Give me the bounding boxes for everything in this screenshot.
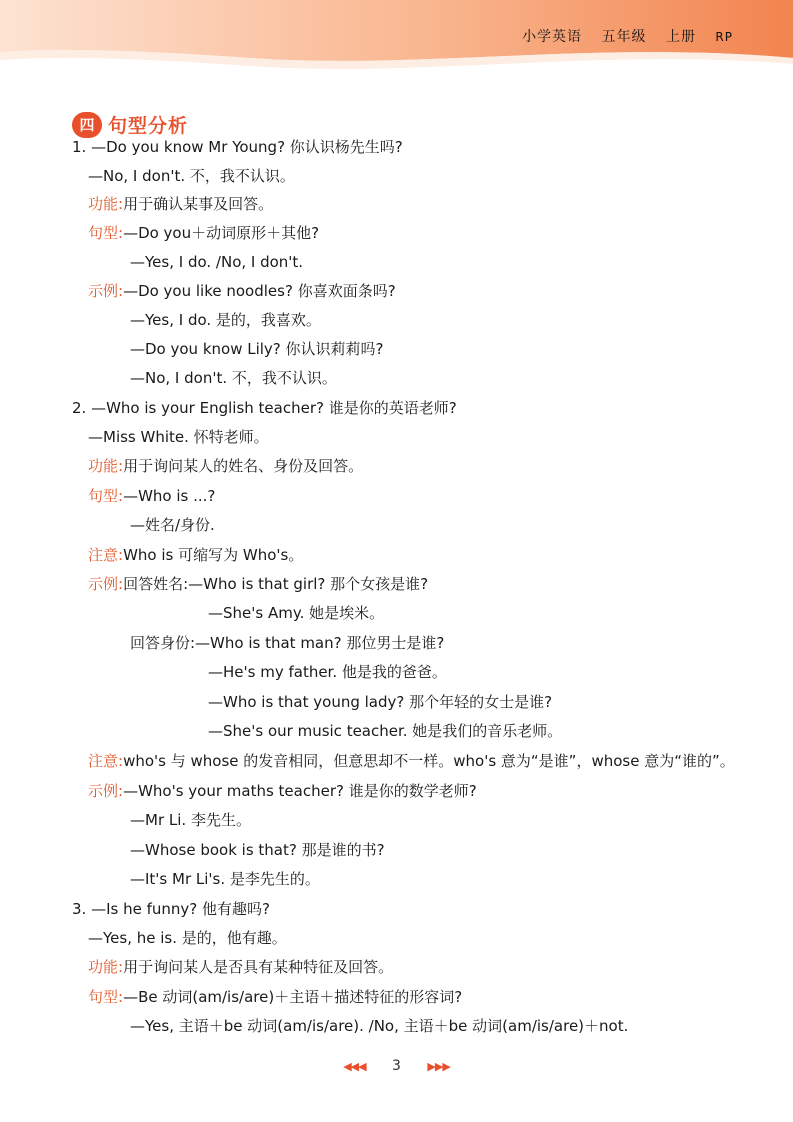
line-text: 3. —Is he funny? 他有趣吗? <box>72 900 270 918</box>
label-tag: 句型: <box>88 487 124 505</box>
text-line <box>130 869 320 889</box>
line-text: Who is 可缩写为 Who's。 <box>123 546 304 564</box>
line-text: —He's my father. 他是我的爸爸。 <box>208 663 447 681</box>
text-line <box>88 427 269 447</box>
label-tag: 句型: <box>88 988 124 1006</box>
header-grade: 五年级 <box>601 29 647 45</box>
text-line <box>130 840 385 860</box>
line-text: —姓名/身份. <box>130 516 215 534</box>
header-volume: 上册 <box>665 29 696 45</box>
line-text: 回答姓名:—Who is that girl? 那个女孩是谁? <box>123 575 429 593</box>
label-tag: 示例: <box>88 782 124 800</box>
header-subject: 小学英语 <box>522 29 583 45</box>
line-text: —Whose book is that? 那是谁的书? <box>130 841 385 859</box>
line-text: —Be 动词(am/is/are)＋主语＋描述特征的形容词? <box>123 988 463 1006</box>
header-text <box>508 26 733 46</box>
text-line <box>88 456 363 476</box>
text-line <box>208 692 552 712</box>
text-line <box>130 310 321 330</box>
header-band <box>0 0 793 92</box>
text-line <box>208 662 447 682</box>
line-text: —Who's your maths teacher? 谁是你的数学老师? <box>123 782 477 800</box>
text-line <box>88 194 273 214</box>
line-text: —Who is that young lady? 那个年轻的女士是谁? <box>208 693 553 711</box>
text-line <box>88 781 477 801</box>
text-line <box>130 252 303 272</box>
text-line <box>88 223 319 243</box>
line-text: 用于确认某事及回答。 <box>123 195 274 213</box>
text-line <box>130 810 251 830</box>
line-text: —Yes, 主语＋be 动词(am/is/are). /No, 主语＋be 动词(am/is/are)＋not. <box>130 1017 629 1035</box>
label-tag: 句型: <box>88 224 124 242</box>
line-text: —She's our music teacher. 她是我们的音乐老师。 <box>208 722 563 740</box>
page-number: 3 <box>392 1058 401 1074</box>
line-text: —Do you like noodles? 你喜欢面条吗? <box>123 282 396 300</box>
text-line <box>88 486 215 506</box>
line-text: —Yes, he is. 是的，他有趣。 <box>88 929 287 947</box>
text-line <box>130 339 384 359</box>
label-tag: 功能: <box>88 457 124 475</box>
text-line <box>88 987 462 1007</box>
text-line <box>72 137 403 157</box>
line-text: —Mr Li. 李先生。 <box>130 811 251 829</box>
label-tag: 注意: <box>88 546 124 564</box>
text-line <box>208 603 384 623</box>
line-text: 2. —Who is your English teacher? 谁是你的英语老师? <box>72 399 457 417</box>
line-text: —She's Amy. 她是埃米。 <box>208 604 385 622</box>
line-text: 回答身份:—Who is that man? 那位男士是谁? <box>130 634 445 652</box>
text-line <box>88 957 393 977</box>
text-line <box>130 368 337 388</box>
label-tag: 功能: <box>88 958 124 976</box>
page-footer <box>0 1058 793 1074</box>
text-line <box>88 751 735 771</box>
line-text: —No, I don't. 不，我不认识。 <box>88 167 295 185</box>
text-line <box>72 398 457 418</box>
text-line <box>72 899 270 919</box>
line-text: —It's Mr Li's. 是李先生的。 <box>130 870 320 888</box>
text-line <box>208 721 562 741</box>
line-text: —Do you＋动词原形＋其他? <box>123 224 320 242</box>
section-heading <box>72 111 188 138</box>
label-tag: 注意: <box>88 752 124 770</box>
text-line <box>130 1016 628 1036</box>
text-line <box>88 281 396 301</box>
label-tag: 示例: <box>88 282 124 300</box>
line-text: 用于询问某人是否具有某种特征及回答。 <box>123 958 394 976</box>
section-number-badge: 四 <box>72 112 102 138</box>
line-text: —Yes, I do. /No, I don't. <box>130 253 304 271</box>
header-edition: RP <box>715 30 733 44</box>
line-text: —Miss White. 怀特老师。 <box>88 428 269 446</box>
line-text: —Do you know Lily? 你认识莉莉吗? <box>130 340 384 358</box>
line-text: 用于询问某人的姓名、身份及回答。 <box>123 457 364 475</box>
line-text: —No, I don't. 不，我不认识。 <box>130 369 337 387</box>
line-text: 1. —Do you know Mr Young? 你认识杨先生吗? <box>72 138 403 156</box>
label-tag: 功能: <box>88 195 124 213</box>
line-text: —Yes, I do. 是的，我喜欢。 <box>130 311 321 329</box>
section-title: 句型分析 <box>108 115 189 137</box>
text-line <box>88 545 303 565</box>
text-line <box>130 633 444 653</box>
text-line <box>88 928 287 948</box>
text-line <box>130 515 215 535</box>
line-text: who's 与 whose 的发音相同，但意思却不一样。who's 意为“是谁”，whose 意为“谁的”。 <box>123 752 735 770</box>
left-arrows-icon: ◀◀◀ <box>343 1060 366 1073</box>
text-line <box>88 574 428 594</box>
right-arrows-icon: ▶▶▶ <box>427 1060 450 1073</box>
line-text: —Who is ...? <box>123 487 216 505</box>
label-tag: 示例: <box>88 575 124 593</box>
text-line <box>88 166 295 186</box>
